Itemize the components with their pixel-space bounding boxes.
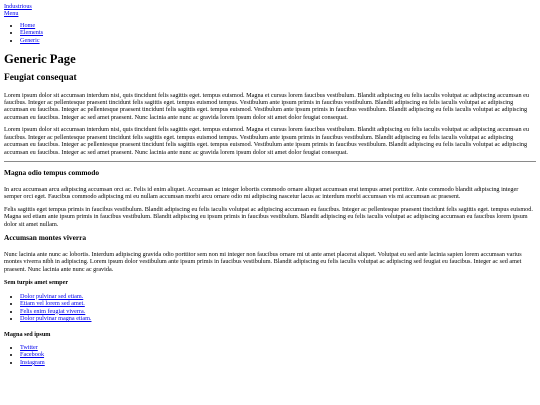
footer-link[interactable]: Felis enim feugiat viverra.: [20, 307, 86, 315]
breadcrumb-nav: [4, 22, 536, 44]
twitter-link[interactable]: Twitter: [20, 343, 38, 351]
footer-links-heading: Sem turpis amet semper: [4, 279, 69, 287]
subsection-title: Accumsan montes viverra: [4, 233, 87, 243]
page-title: Generic Page: [4, 52, 76, 67]
list-item: [20, 359, 536, 366]
nav-link-elements[interactable]: Elements: [20, 29, 44, 37]
footer-link[interactable]: Dolor pulvinar sed etiam.: [20, 292, 84, 300]
main-content: [4, 52, 536, 273]
nav-link-home[interactable]: Home: [20, 21, 36, 29]
body-paragraph: Lorem ipsum dolor sit accumsan interdum nisi, quis tincidunt felis sagittis eget. tempus euismod. Magna et cursus lorem faucibus vestibulum. Blandit adipiscing eu felis iaculis volutpat ac adipiscing accumsan eu faucibus. Integer ac pellentesque praesent tincidunt felis sagittis eget. tempus euismod tempus. Vestibulum ante ipsum primis in faucibus vestibulum. Blandit adipiscing eu felis iaculis volutpat ac adipiscing accumsan eu faucibus. Integer ac pellentesque praesent tincidunt felis sagittis eget. tempus euismod. Vestibulum ante ipsum primis in faucibus vestibulum. Blandit adipiscing eu felis iaculis volutpat ac adipiscing accumsan eu faucibus. Integer ac sed amet praesent. Nunc lacinia ante nunc ac gravida lorem ipsum dolor sit amet dolor feugiat consequat.: [4, 91, 529, 121]
nav-list: [4, 22, 536, 44]
social-heading: Magna sed ipsum: [4, 330, 51, 338]
divider: [4, 161, 536, 162]
body-paragraph: Lorem ipsum dolor sit accumsan interdum nisi, quis tincidunt felis sagittis eget. tempus euismod. Magna et cursus lorem faucibus vestibulum. Blandit adipiscing eu felis iaculis volutpat ac adipiscing accumsan eu faucibus. Integer ac pellentesque praesent tincidunt felis sagittis eget. tempus euismod tempus. Vestibulum ante ipsum primis in faucibus vestibulum. Blandit adipiscing eu felis iaculis volutpat ac adipiscing accumsan eu faucibus. Integer ac pellentesque praesent tincidunt felis sagittis eget. tempus euismod. Vestibulum ante ipsum primis in faucibus vestibulum. Blandit adipiscing eu felis iaculis volutpat ac adipiscing accumsan eu faucibus. Integer ac sed amet praesent. Nunc lacinia ante nunc ac gravida lorem ipsum dolor sit amet dolor feugiat consequat.: [4, 126, 529, 156]
facebook-link[interactable]: Facebook: [20, 351, 45, 359]
social-link-list: [4, 344, 536, 366]
list-item: [20, 344, 536, 351]
site-header: [4, 3, 536, 18]
nav-item-home: [20, 22, 536, 29]
body-paragraph: Felis sagittis eget tempus primis in faucibus vestibulum. Blandit adipiscing eu felis iaculis volutpat ac adipiscing accumsan eu faucibus. Integer ac pellentesque praesent tincidunt felis sagittis eget. tempus euismod. Magna sed etiam ante ipsum primis in faucibus vestibulum. Blandit adipiscing eu ipsum primis in faucibus vestibulum. Blandit adipiscing eu felis iaculis volutpat ac adipiscing accumsan eu faucibus lorem ipsum dolor sit amet nullam.: [4, 205, 533, 228]
nav-link-generic[interactable]: Generic: [20, 36, 40, 44]
footer-link-list: [4, 293, 536, 323]
body-paragraph: In arcu accumsan arcu adipiscing accumsan orci ac. Felis id enim aliquet. Accumsan ac integer lobortis commodo ornare aliquet accumsan erat tempus amet porttitor. Ante commodo blandit adipiscing integer semper orci eget. Faucibus commodo adipiscing mi eu nullam accumsan morbi arcu ornare odio mi adipiscing nascetur lacus ac interdum morbi accumsan vis mi accumsan ac praesent.: [4, 185, 519, 201]
footer-link[interactable]: Dolor pulvinar magna etiam.: [20, 315, 92, 323]
list-item: [20, 308, 536, 315]
menu-link[interactable]: Menu: [4, 10, 19, 18]
body-paragraph: Nunc lacinia ante nunc ac lobortis. Interdum adipiscing gravida odio porttitor sem non mi integer non faucibus ornare mi ut ante amet placerat aliquet. Volutpat eu sed ante lacinia sapien lorem accumsan varius montes viverra nibh in adipiscing. Lorem ipsum dolor vestibulum ante ipsum primis in faucibus vestibulum. Blandit adipiscing eu felis iaculis volutpat ac adipiscing sed feugiat eu faucibus. Integer ac sed amet praesent. Nunc lacinia ante nunc ac gravida.: [4, 251, 522, 273]
list-item: [20, 315, 536, 322]
nav-item-elements: [20, 29, 536, 36]
list-item: [20, 293, 536, 300]
footer-link[interactable]: Etiam vel lorem sed amet.: [20, 300, 85, 308]
subsection-title: Magna odio tempus commodo: [4, 168, 100, 178]
list-item: [20, 351, 536, 358]
section-title: Feugiat consequat: [4, 73, 77, 84]
list-item: [20, 300, 536, 307]
site-footer: [4, 279, 536, 366]
instagram-link[interactable]: Instagram: [20, 358, 45, 366]
logo-link[interactable]: Industrious: [4, 3, 32, 10]
nav-item-generic: [20, 37, 536, 44]
